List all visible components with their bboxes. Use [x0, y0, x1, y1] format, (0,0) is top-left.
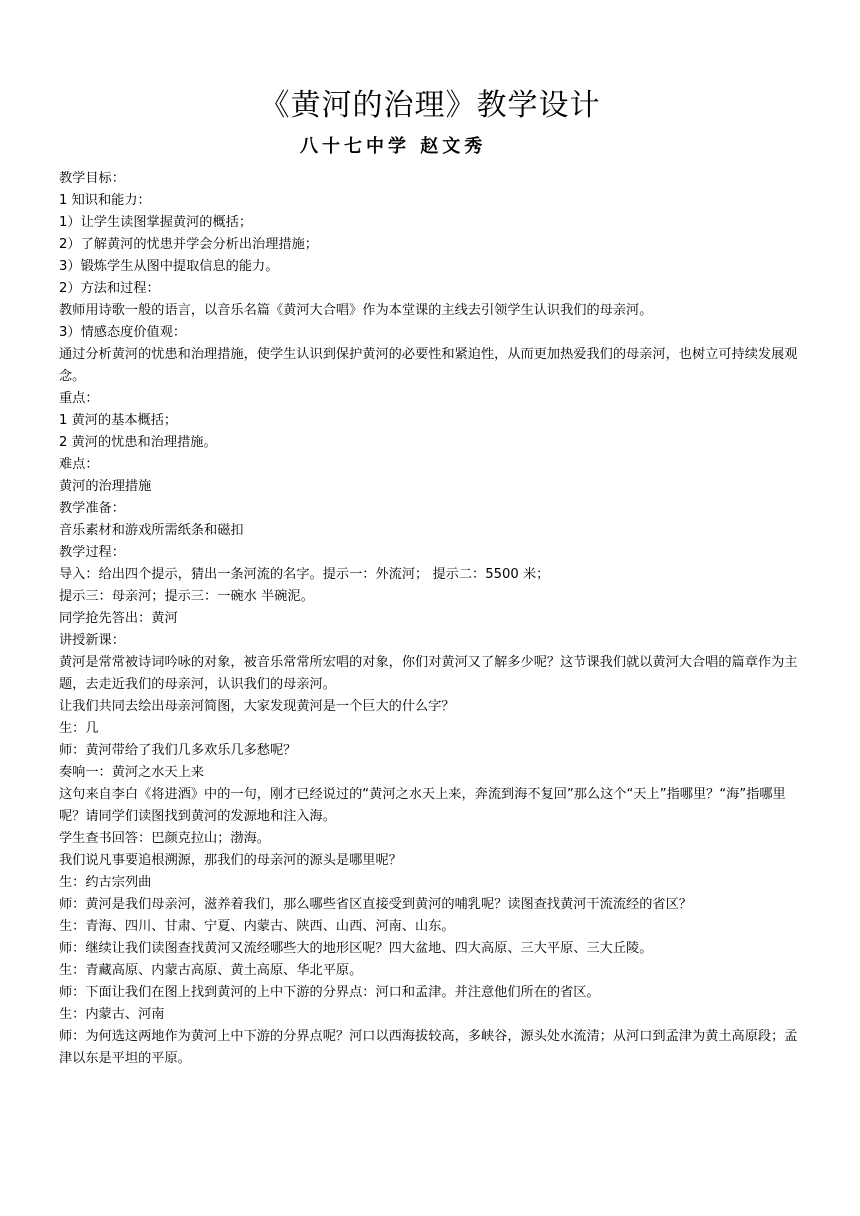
body-line: 难点： [59, 457, 99, 472]
body-line: 重点： [59, 391, 99, 406]
body-line: 同学抢先答出：黄河 [59, 611, 178, 626]
body-line: 教学目标： [59, 171, 125, 186]
body-line: 1 知识和能力： [59, 193, 151, 208]
body-line: 生：内蒙古、河南 [59, 1007, 165, 1022]
body-line: 1）让学生读图掌握黄河的概括； [59, 215, 253, 230]
body-line: 生：青藏高原、内蒙古高原、黄土高原、华北平原。 [59, 963, 363, 978]
body-line: 师：下面让我们在图上找到黄河的上中下游的分界点：河口和孟津。并注意他们所在的省区。 [59, 985, 600, 1000]
body-line: 2）了解黄河的忧患并学会分析出治理措施； [59, 237, 318, 252]
body-line: 2）方法和过程： [59, 281, 160, 296]
body-line: 提示三：母亲河；提示三：一碗水 半碗泥。 [59, 589, 314, 604]
body-line: 我们说凡事要追根溯源，那我们的母亲河的源头是哪里呢？ [59, 853, 402, 868]
body-line: 师：黄河带给了我们几多欢乐几多愁呢？ [59, 743, 297, 758]
body-line: 音乐素材和游戏所需纸条和磁扣 [59, 523, 244, 538]
body-line: 这句来自李白《将进酒》中的一句，刚才已经说过的“黄河之水天上来，奔流到海不复回”那么这个“天上”指哪里？“海”指哪里呢？请同学们读图找到黄河的发源地和注入海。 [59, 787, 786, 824]
body-line: 生：约古宗列曲 [59, 875, 152, 890]
body-line: 3）锻炼学生从图中提取信息的能力。 [59, 259, 279, 274]
body-line: 学生查书回答：巴颜克拉山；渤海。 [59, 831, 270, 846]
body-line: 2 黄河的忧患和治理措施。 [59, 435, 217, 450]
body-line: 讲授新课： [59, 633, 125, 648]
body-line: 教学准备： [59, 501, 125, 516]
body-line: 师：为何选这两地作为黄河上中下游的分界点呢？河口以西海拔较高，多峡谷，源头处水流清；从河口到孟津为黄土高原段；孟津以东是平坦的平原。 [59, 1029, 798, 1066]
body-line: 生：青海、四川、甘肃、宁夏、内蒙古、陕西、山西、河南、山东。 [59, 919, 455, 934]
body-line: 生：几 [59, 721, 99, 736]
body-line: 教学过程： [59, 545, 125, 560]
body-line: 黄河的治理措施 [59, 479, 152, 494]
body-line: 教师用诗歌一般的语言，以音乐名篇《黄河大合唱》作为本堂课的主线去引领学生认识我们的母亲河。 [59, 303, 653, 318]
body-line: 通过分析黄河的忧患和治理措施，使学生认识到保护黄河的必要性和紧迫性，从而更加热爱我们的母亲河，也树立可持续发展观念。 [59, 347, 798, 384]
body-line: 3）情感态度价值观： [59, 325, 187, 340]
document-body [59, 168, 803, 1070]
body-line: 让我们共同去绘出母亲河简图，大家发现黄河是一个巨大的什么字？ [59, 699, 455, 714]
body-line: 导入：给出四个提示，猜出一条河流的名字。提示一：外流河； 提示二：5500 米； [59, 567, 550, 582]
document-author: 八十七中学 赵文秀 [300, 136, 487, 157]
body-line: 奏响一：黄河之水天上来 [59, 765, 205, 780]
body-line: 1 黄河的基本概括； [59, 413, 178, 428]
document-title: 《黄河的治理》教学设计 [259, 88, 601, 123]
body-line: 师：黄河是我们母亲河，滋养着我们，那么哪些省区直接受到黄河的哺乳呢？读图查找黄河干流流经的省区？ [59, 897, 692, 912]
body-line: 黄河是常常被诗词吟咏的对象，被音乐常常所宏唱的对象，你们对黄河又了解多少呢？这节课我们就以黄河大合唱的篇章作为主题，去走近我们的母亲河，认识我们的母亲河。 [59, 655, 798, 692]
body-line: 师：继续让我们读图查找黄河又流经哪些大的地形区呢？四大盆地、四大高原、三大平原、三大丘陵。 [59, 941, 653, 956]
